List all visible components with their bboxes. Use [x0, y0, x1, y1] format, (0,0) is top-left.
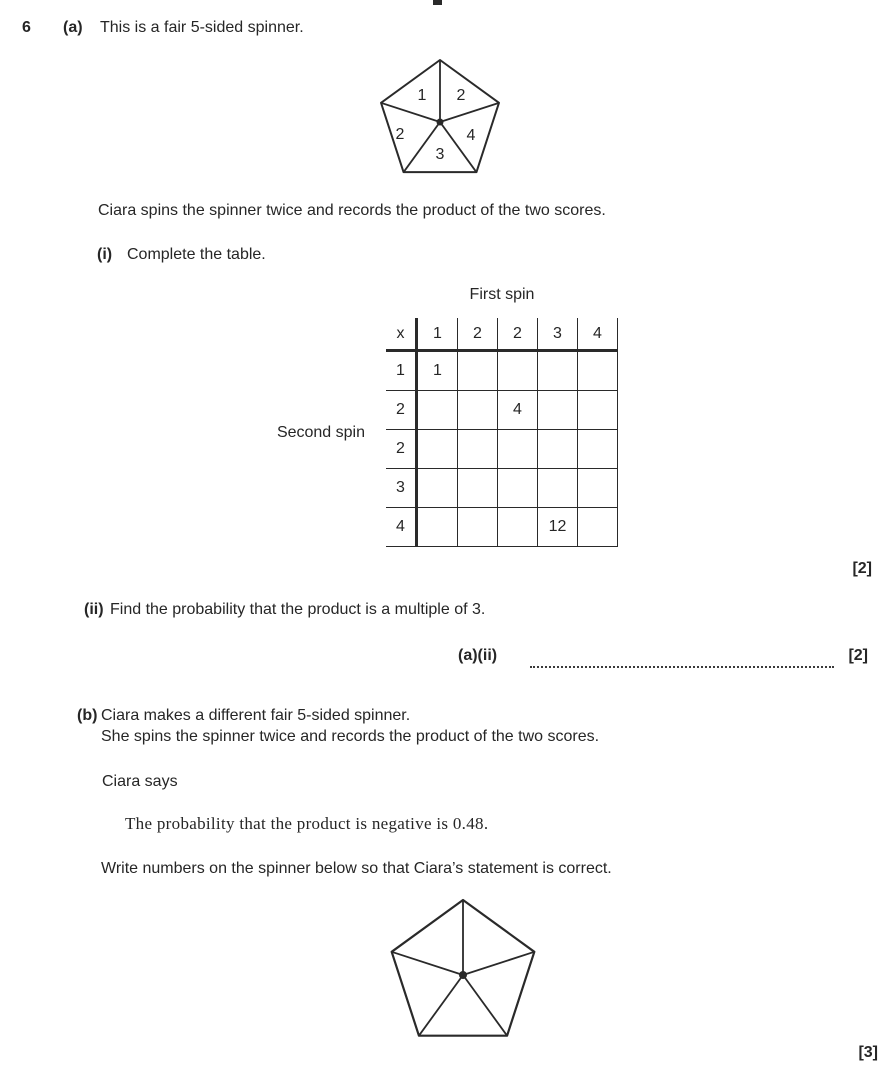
- table-cell: [578, 508, 618, 547]
- table-row-label: 1: [386, 352, 418, 391]
- spinner-divider-line: [419, 975, 463, 1036]
- table-row-title: Second spin: [276, 424, 365, 441]
- intro-text: Ciara spins the spinner twice and records the product of the two scores.: [98, 202, 606, 219]
- table-cell: [418, 391, 458, 430]
- table-cell: [498, 352, 538, 391]
- table-header-cell: x: [386, 318, 418, 352]
- part-b-line2: She spins the spinner twice and records the product of the two scores.: [101, 728, 600, 745]
- table-header-cell: 1: [418, 318, 458, 352]
- answer-label: (a)(ii): [458, 647, 498, 664]
- table-cell: [578, 469, 618, 508]
- table-cell: [418, 469, 458, 508]
- table-cell: [538, 469, 578, 508]
- table-cell: [458, 352, 498, 391]
- table-cell: [418, 430, 458, 469]
- table-cell: [418, 508, 458, 547]
- spinner-b-figure: [390, 898, 536, 1038]
- part-a-label: (a): [63, 19, 83, 36]
- table-cell: [458, 508, 498, 547]
- table-cell: [538, 391, 578, 430]
- spinner-divider-line: [463, 952, 534, 975]
- part-i-label: (i): [97, 246, 113, 263]
- table-header-cell: 2: [458, 318, 498, 352]
- table-cell: [458, 469, 498, 508]
- table-cell: 4: [498, 391, 538, 430]
- spinner-sector-label: 2: [456, 87, 466, 104]
- spinner-divider-line: [381, 103, 440, 122]
- spinner-divider-line: [440, 103, 499, 122]
- spinner-center-dot: [437, 119, 444, 126]
- part-b-label: (b): [77, 707, 98, 724]
- table-row-label: 3: [386, 469, 418, 508]
- marks-part-i: [2]: [852, 560, 872, 577]
- table-cell: [578, 430, 618, 469]
- table-row-label: 2: [386, 430, 418, 469]
- spinner-sector-label: 4: [466, 127, 476, 144]
- product-table: [386, 318, 618, 547]
- table-header-cell: 2: [498, 318, 538, 352]
- table-cell: [498, 508, 538, 547]
- ciara-says-text: Ciara says: [102, 773, 178, 790]
- part-ii-text: Find the probability that the product is a multiple of 3.: [110, 601, 486, 618]
- table-row-label: 2: [386, 391, 418, 430]
- table-col-title: First spin: [469, 286, 535, 303]
- table-row-label: 4: [386, 508, 418, 547]
- table-cell: [578, 391, 618, 430]
- spinner-a: [378, 58, 502, 175]
- table-cell: [498, 469, 538, 508]
- part-ii-label: (ii): [84, 601, 104, 618]
- part-b-instruction: Write numbers on the spinner below so that Ciara’s statement is correct.: [101, 860, 612, 877]
- table-cell: 12: [538, 508, 578, 547]
- table-cell: [498, 430, 538, 469]
- table-cell: [458, 391, 498, 430]
- table-header-cell: 3: [538, 318, 578, 352]
- spinner-divider-line: [463, 975, 507, 1036]
- spinner-divider-line: [404, 122, 440, 172]
- stray-mark: [433, 0, 442, 5]
- table-cell: [538, 352, 578, 391]
- spinner-sector-label: 3: [435, 146, 445, 163]
- spinner-center-dot: [459, 971, 467, 979]
- marks-part-ii: [2]: [848, 647, 868, 664]
- spinner-divider-line: [392, 952, 463, 975]
- table-cell: [578, 352, 618, 391]
- spinner-sector-label: 2: [395, 126, 405, 143]
- marks-part-b: [3]: [858, 1044, 878, 1061]
- spinner-sector-label: 1: [417, 87, 427, 104]
- part-b-line1: Ciara makes a different fair 5-sided spinner.: [101, 707, 411, 724]
- table-cell: 1: [418, 352, 458, 391]
- table-cell: [458, 430, 498, 469]
- part-i-text: Complete the table.: [127, 246, 266, 263]
- spinner-b: [390, 898, 536, 1038]
- table-cell: [538, 430, 578, 469]
- table-header-cell: 4: [578, 318, 618, 352]
- part-a-text: This is a fair 5-sided spinner.: [100, 19, 304, 36]
- question-number: 6: [22, 19, 31, 36]
- ciara-statement: The probability that the product is negative is 0.48.: [125, 814, 489, 833]
